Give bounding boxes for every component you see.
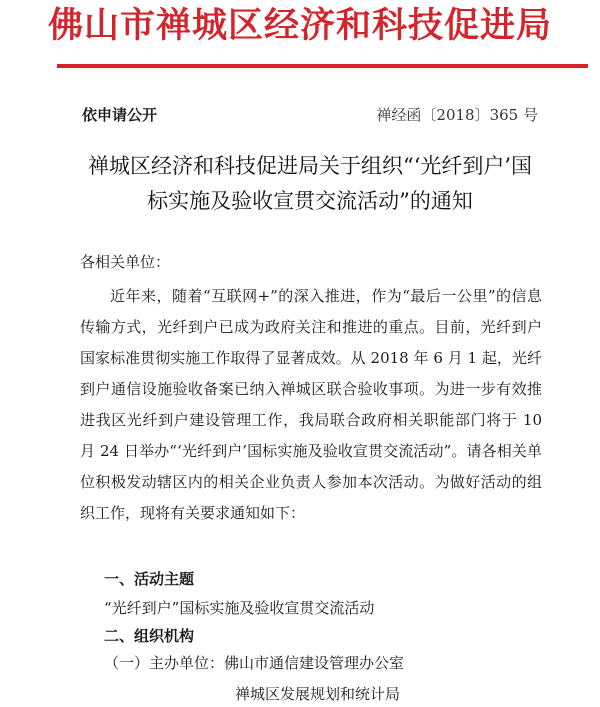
document-number: 禅经函〔2018〕365 号 <box>376 106 538 124</box>
section-heading-organization: 二、组织机构 <box>104 627 195 645</box>
salutation: 各相关单位： <box>80 253 171 271</box>
letterhead-divider <box>57 64 588 68</box>
organizer-line-continued: 禅城区发展规划和统计局 <box>235 685 401 703</box>
section-heading-theme: 一、活动主题 <box>104 570 195 588</box>
body-paragraph: 近年来，随着“互联网+”的深入推进，作为“最后一公里”的信息传输方式，光纤到户已成为政府关注和推进的重点。目前，光纤到户国家标准贯彻实施工作取得了显著成效。从 2018 年 6 月 1 起，光纤到户通信设施验收备案已纳入禅城区联合验收事项。为进一步有效推进我区光纤到户建设管理工作，我局联合政府相关职能部门将于 10 月 24 日举办“‘光纤到户’国标实施及验收宣贯交流活动”。请各相关单位积极发动辖区内的相关企业负责人参加本次活动。为做好活动的组织工作，现将有关要求通知如下： <box>80 287 542 522</box>
organizer-line: （一）主办单位：佛山市通信建设管理办公室 <box>104 654 405 672</box>
theme-text: “光纤到户”国标实施及验收宣贯交流活动 <box>104 599 375 617</box>
agency-letterhead: 佛山市禅城区经济和科技促进局 <box>47 6 552 46</box>
disclosure-label: 依申请公开 <box>82 106 158 124</box>
document-title: 禅城区经济和科技促进局关于组织“‘光纤到户’国标实施及验收宣贯交流活动”的通知 <box>87 154 533 213</box>
